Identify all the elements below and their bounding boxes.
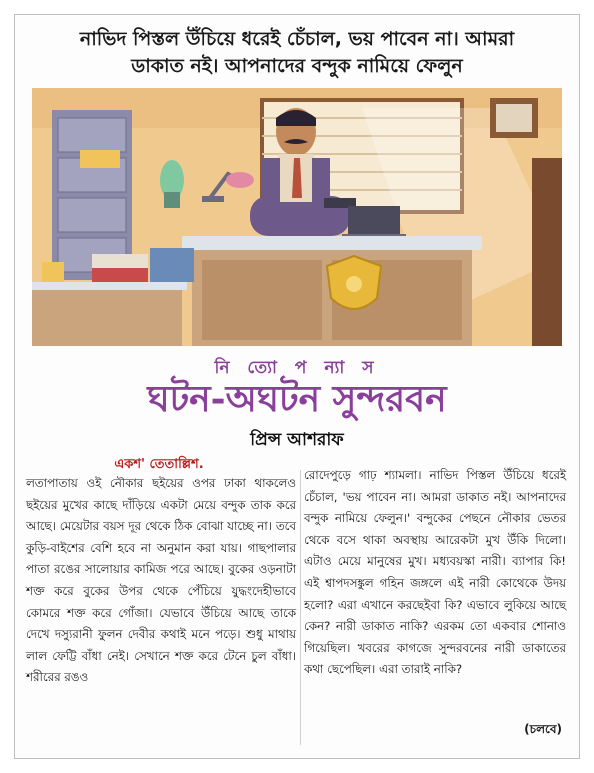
paragraph-right: রোদেপুড়ে গাঢ় শ্যামলা। নাভিদ পিস্তল উঁচিয়ে ধরেই চেঁচাল, 'ভয় পাবেন না। আমরা ডাকাত নই। আপনাদের বন্দুক নামিয়ে ফেলুন।' বন্দুকের পেছনে নৌকার ভেতর থেকে বসে থাকা অবস্থায় আরেকটা মুখ উঁকি দিলো। এটাও মেয়ে মানুষের মুখ। মধ্যবয়স্কা নারী। ব্যাপার কি! এই শ্বাপদসঙ্কুল গহিন জঙ্গলে এই নারী কোথেকে উদয় হলো? এরা এখানে করছেইবা কি? এভাবে লুকিয়ে আছে কেন? নারী ডাকাত নাকি? এরকম তো একবার শোনাও গিয়েছিল। খবরের কাগজে সুন্দরবনের নারী ডাকাতের কথা ছেপেছিল। এরা তারাই নাকি? (304, 468, 566, 677)
illustration (32, 88, 562, 346)
headline (20, 26, 574, 80)
headline-line-2: ডাকাত নই। আপনাদের বন্দুক নামিয়ে ফেলুন (131, 55, 463, 77)
picture-frame (490, 98, 538, 138)
text-column-left (26, 473, 296, 689)
police-badge-icon (327, 256, 381, 309)
to-be-continued: (চলবে) (524, 722, 562, 736)
novel-title: ঘটন-অঘটন সুন্দরবন (147, 378, 447, 420)
paragraph-left: লতাপাতায় ওই নৌকার ছইয়ের ওপর ঢাকা থাকলেও ছইয়ের মুখের কাছে দাঁড়িয়ে একটা মেয়ে বন্দুক তাক করে আছে। মেয়েটার বয়স দূর থেকে ঠিক বোঝা যাচ্ছে না। তবে কুড়ি-বাইশের বেশি হবে না অনুমান করা যায়। গাছপালার পাতা রঙের সালোয়ার কামিজ পরে আছে। বুকের ওড়নাটা শক্ত করে বুকের উপর থেকে পেঁচিয়ে যুদ্ধংদেহীভাবে কোমরে শক্ত করে গোঁজা। যেভাবে উঁচিয়ে আছে তাকে দেখে দস্যুরানী ফুলন দেবীর কথাই মনে পড়ে। শুধু মাথায় লাল ফেট্টি বাঁধা নেই। সেখানে শক্ত করে টেনে চুল বাঁধা। শরীরের রঙও (26, 476, 296, 685)
series-label: নি ত্যো প ন্যা স (214, 358, 380, 378)
column-divider (300, 470, 301, 745)
books (32, 248, 194, 346)
office-scene-svg (32, 88, 562, 346)
text-column-right (304, 465, 566, 681)
headline-line-1: নাভিদ পিস্তল উঁচিয়ে ধরেই চেঁচাল, ভয় পাবেন না। আমরা (79, 28, 515, 50)
chapter-number: একশ' তেতাল্লিশ. (114, 457, 204, 472)
laptop (342, 206, 406, 238)
author-name: প্রিন্স আশরাফ (250, 430, 344, 450)
